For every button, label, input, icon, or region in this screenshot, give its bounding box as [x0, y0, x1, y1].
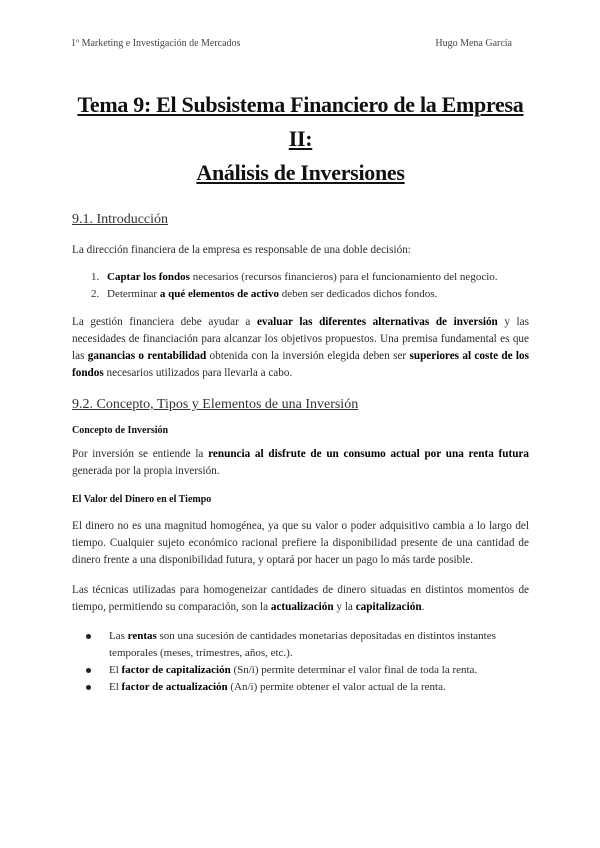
subheading-concept: Concepto de Inversión: [72, 425, 169, 436]
page-header: [71, 38, 512, 52]
header-course: 1º Marketing e Investigación de Mercados: [71, 38, 241, 49]
bullet-icon: [86, 685, 91, 690]
document-title: [72, 88, 529, 190]
section-heading-concept: 9.2. Concepto, Tipos y Elementos de una Inversión: [72, 397, 359, 412]
financial-management-paragraph: La gestión financiera debe ayudar a evaluar las diferentes alternativas de inversión y las necesidades de financiación para alcanzar los objetivos propuestos. Una premisa fundamental es que las ganancias o rentabilidad obtenida con la inversión elegida deben ser superiores al coste de los fondos necesarios utilizados para llevarla a cabo.: [72, 316, 529, 379]
header-author: Hugo Mena García: [435, 38, 512, 49]
list-item: 2. Determinar a qué elementos de activo deben ser dedicados dichos fondos.: [91, 288, 438, 300]
time-value-paragraph: El dinero no es una magnitud homogénea, ya que su valor o poder adquisitivo cambia a lo largo del tiempo. Cualquier sujeto económico racional prefiere la disponibilidad presente de una cantidad de dinero frente a una disponibilidad futura, y optará por hacer un pago lo más tarde posible.: [72, 520, 529, 566]
techniques-paragraph: Las técnicas utilizadas para homogeneizar cantidades de dinero situadas en distintos momentos de tiempo, permitiendo su comparación, son la actualización y la capitalización.: [72, 584, 529, 613]
title-line-2: Análisis de Inversiones: [196, 160, 405, 185]
rentas-bullet-list: [72, 628, 529, 696]
concept-paragraph: Por inversión se entiende la renuncia al disfrute de un consumo actual por una renta futura generada por la propia inversión.: [72, 448, 529, 477]
section-heading-intro: 9.1. Introducción: [72, 212, 169, 227]
list-item: El factor de actualización (An/i) permite obtener el valor actual de la renta.: [109, 679, 529, 696]
document-body: [72, 88, 529, 696]
bullet-icon: [86, 634, 91, 639]
subheading-time-value: El Valor del Dinero en el Tiempo: [72, 494, 212, 505]
title-line-1: Tema 9: El Subsistema Financiero de la Empresa II:: [77, 92, 524, 151]
list-item: Las rentas son una sucesión de cantidades monetarias depositadas en distintos instantes temporales (meses, trimestres, años, etc.).: [109, 628, 529, 662]
list-item: El factor de capitalización (Sn/i) permite determinar el valor final de toda la renta.: [109, 662, 529, 679]
list-item: 1. Captar los fondos necesarios (recursos financieros) para el funcionamiento del negocio.: [91, 271, 498, 283]
intro-text: La dirección financiera de la empresa es responsable de una doble decisión:: [72, 244, 411, 256]
decision-list: [72, 269, 529, 303]
bullet-icon: [86, 668, 91, 673]
